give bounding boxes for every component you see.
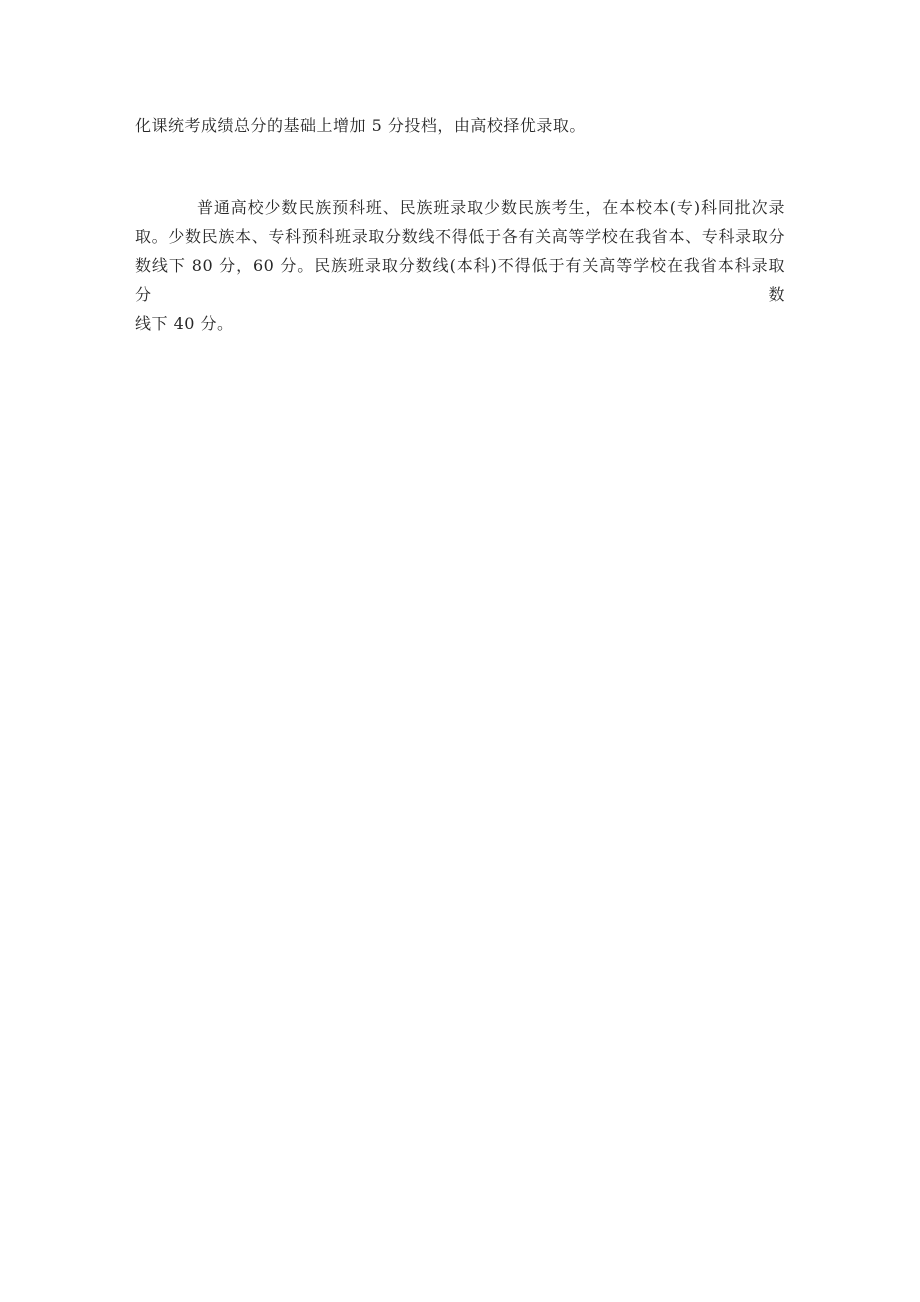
paragraph-2-line-4: 线下 40 分。 xyxy=(135,314,234,333)
paragraph-1 xyxy=(135,111,785,140)
paragraph-2-line-3: 数线下 80 分，60 分。民族班录取分数线(本科)不得低于有关高等学校在我省本科录取分数 xyxy=(135,256,785,304)
paragraph-1-line-1: 化课统考成绩总分的基础上增加 5 分投档，由高校择优录取。 xyxy=(135,116,586,135)
paragraph-2-line-1: 普通高校少数民族预科班、民族班录取少数民族考生，在本校本(专)科同批次录 xyxy=(197,198,785,217)
paragraph-2-line-2: 取。少数民族本、专科预科班录取分数线不得低于各有关高等学校在我省本、专科录取分 xyxy=(135,227,785,246)
paragraph-2 xyxy=(135,193,785,338)
